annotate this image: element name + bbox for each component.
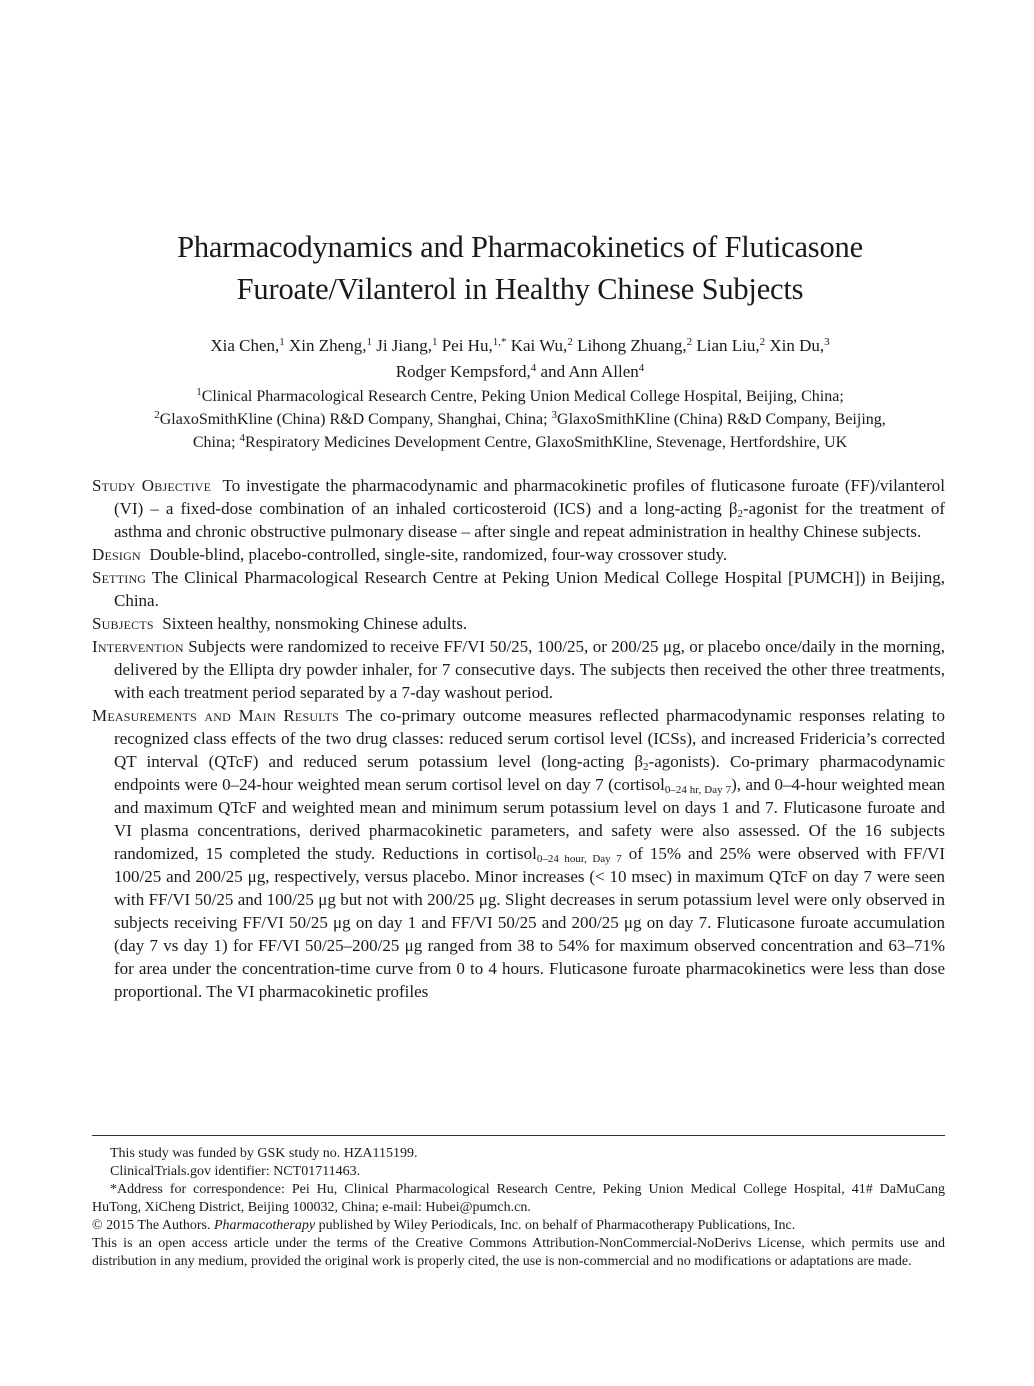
affiliation-marker: 4 xyxy=(638,362,645,374)
affiliation-marker: 1 xyxy=(431,336,438,348)
subscript: 2 xyxy=(643,761,649,773)
section-label: Setting xyxy=(92,568,147,587)
subscript: 0–24 hour, Day 7 xyxy=(536,853,622,865)
license-note: This is an open access article under the terms of the Creative Commons Attribution-NonCommercial-NoDerivs License, which permits use and distribution in any medium, provided the original work is properly cited, the use is non-commercial and no modifications or adaptations are made. xyxy=(92,1236,945,1269)
footnote-divider xyxy=(92,1135,945,1136)
author: Kai Wu, xyxy=(510,336,568,355)
affiliation-text: Clinical Pharmacological Research Centre, Peking Union Medical College Hospital, Beijing, China; xyxy=(201,388,844,405)
author-line-1 xyxy=(90,333,950,359)
section-label: Intervention xyxy=(92,637,184,656)
section-label: Subjects xyxy=(92,614,154,633)
affiliation-marker: 1 xyxy=(279,336,285,348)
author-line-2 xyxy=(90,359,950,385)
affiliation-marker: 3 xyxy=(551,409,558,421)
abstract-results xyxy=(92,704,945,1003)
affiliation-text: GlaxoSmithKline (China) R&D Company, Shanghai, China; xyxy=(159,411,552,428)
subscript: 0–24 hr, Day 7 xyxy=(664,784,732,796)
section-text: ), and 0–4-hour weighted mean and maximum QTcF and weighted mean and minimum serum potassium level on days 1 and 7. Fluticasone furoate and VI plasma concentrations, derived pharmacokinetic parameters, and safety were also assessed. Of the 16 subjects randomized, 15 completed the study. Reductions in cortisol xyxy=(114,775,945,863)
title-line-2: Furoate/Vilanterol in Healthy Chinese Subjects xyxy=(236,272,804,306)
section-text: -agonist for the treatment of asthma and chronic obstructive pulmonary disease – after single and repeat administration in healthy Chinese subjects. xyxy=(114,499,945,541)
abstract-design xyxy=(92,543,945,566)
affiliation-marker: 3 xyxy=(824,336,830,348)
section-text: -agonists). Co-primary pharmacodynamic endpoints were 0–24-hour weighted mean serum cortisol level on day 7 (cortisol xyxy=(114,752,945,794)
subscript: 2 xyxy=(737,508,744,520)
copyright-text: published by Wiley Periodicals, Inc. on behalf of Pharmacotherapy Publications, Inc. xyxy=(315,1218,796,1233)
section-text: Sixteen healthy, nonsmoking Chinese adults. xyxy=(162,614,468,633)
affiliation-text: China; xyxy=(192,434,240,451)
author-list xyxy=(90,333,950,385)
abstract-setting xyxy=(92,566,945,612)
affiliation-line-1 xyxy=(90,385,950,408)
author: Xin Du, xyxy=(769,336,825,355)
affiliation-text: Respiratory Medicines Development Centre, GlaxoSmithKline, Stevenage, Hertfordshire, UK xyxy=(245,434,848,451)
affiliation-marker: 2 xyxy=(686,336,693,348)
author: Xin Zheng, xyxy=(289,336,367,355)
author: Ji Jiang, xyxy=(376,336,432,355)
affiliation-marker: 1,* xyxy=(492,336,507,348)
title-line-1: Pharmacodynamics and Pharmacokinetics of Fluticasone xyxy=(177,230,863,264)
author: Lian Liu, xyxy=(696,336,760,355)
affiliation-marker: 1 xyxy=(196,386,202,398)
abstract-subjects xyxy=(92,612,945,635)
section-text: Subjects were randomized to receive FF/VI 50/25, 100/25, or 200/25 μg, or placebo once/daily in the morning, delivered by the Ellipta dry powder inhaler, for 7 consecutive days. The subjects then received the other three treatments, with each treatment period separated by a 7-day washout period. xyxy=(114,637,946,702)
section-label: Study Objective xyxy=(92,476,212,495)
affiliation-line-2 xyxy=(90,408,950,431)
section-text: Double-blind, placebo-controlled, single-site, randomized, four-way crossover study. xyxy=(149,545,728,564)
section-text: The Clinical Pharmacological Research Centre at Peking Union Medical College Hospital [PUMCH]) in Beijing, China. xyxy=(114,568,945,610)
abstract-intervention xyxy=(92,635,945,704)
section-label: Measurements and Main Results xyxy=(92,706,340,725)
affiliation-marker: 1 xyxy=(366,336,372,348)
affiliation-line-3 xyxy=(90,431,950,454)
affiliation-marker: 2 xyxy=(154,409,160,421)
affiliations xyxy=(90,385,950,454)
journal-name: Pharmacotherapy xyxy=(214,1218,316,1233)
affiliation-marker: 4 xyxy=(530,362,537,374)
section-text: To investigate the pharmacodynamic and pharmacokinetic profiles of fluticasone furoate (FF)/vilanterol (VI) – a fixed-dose combination of an inhaled corticosteroid (ICS) and a long-acting β xyxy=(114,476,945,518)
author: Pei Hu, xyxy=(441,336,493,355)
copyright-note xyxy=(92,1217,945,1235)
section-text: The co-primary outcome measures reflected pharmacodynamic responses relating to recognized class effects of the two drug classes: reduced serum cortisol level (ICSs), and increased Fridericia’s corrected QT interval (QTcF) and reduced serum potassium level (long-acting β xyxy=(114,706,945,771)
author: Rodger Kempsford, xyxy=(395,362,531,381)
abstract xyxy=(92,474,945,1003)
section-label: Design xyxy=(92,545,141,564)
affiliation-text: GlaxoSmithKline (China) R&D Company, Beijing, xyxy=(557,411,886,428)
author: Lihong Zhuang, xyxy=(577,336,687,355)
section-text: of 15% and 25% were observed with FF/VI 100/25 and 200/25 μg, respectively, versus placebo. Minor increases (< 10 msec) in maximum QTcF on day 7 were seen with FF/VI 50/25 and 100/25 μg but not with 200/25 μg. Slight decreases in serum potassium level were only observed in subjects receiving FF/VI 50/25 μg on day 1 and FF/VI 50/25 and 200/25 μg on day 7. Fluticasone furoate accumulation (day 7 vs day 1) for FF/VI 50/25–200/25 μg ranged from 38 to 54% for maximum observed concentration and 63–71% for area under the concentration-time curve from 0 to 4 hours. Fluticasone furoate pharmacokinetics were less than dose proportional. The VI pharmacokinetic profiles xyxy=(114,844,945,1001)
affiliation-marker: 2 xyxy=(759,336,766,348)
affiliation-marker: 4 xyxy=(239,432,246,444)
copyright-text: © 2015 The Authors. xyxy=(92,1218,214,1233)
author: and Ann Allen xyxy=(540,362,639,381)
correspondence-note: *Address for correspondence: Pei Hu, Clinical Pharmacological Research Centre, Peking Union Medical College Hospital, 41# DaMuCang HuTong, XiCheng District, Beijing 100032, China; e-mail: Hubei@pumch.cn. xyxy=(92,1182,945,1215)
trial-id-note: ClinicalTrials.gov identifier: NCT01711463. xyxy=(110,1164,361,1179)
funding-note: This study was funded by GSK study no. HZA115199. xyxy=(110,1146,418,1161)
footnotes xyxy=(92,1145,945,1271)
author: Xia Chen, xyxy=(210,336,280,355)
affiliation-marker: 2 xyxy=(567,336,573,348)
abstract-objective xyxy=(92,474,945,543)
article-title xyxy=(90,226,950,310)
